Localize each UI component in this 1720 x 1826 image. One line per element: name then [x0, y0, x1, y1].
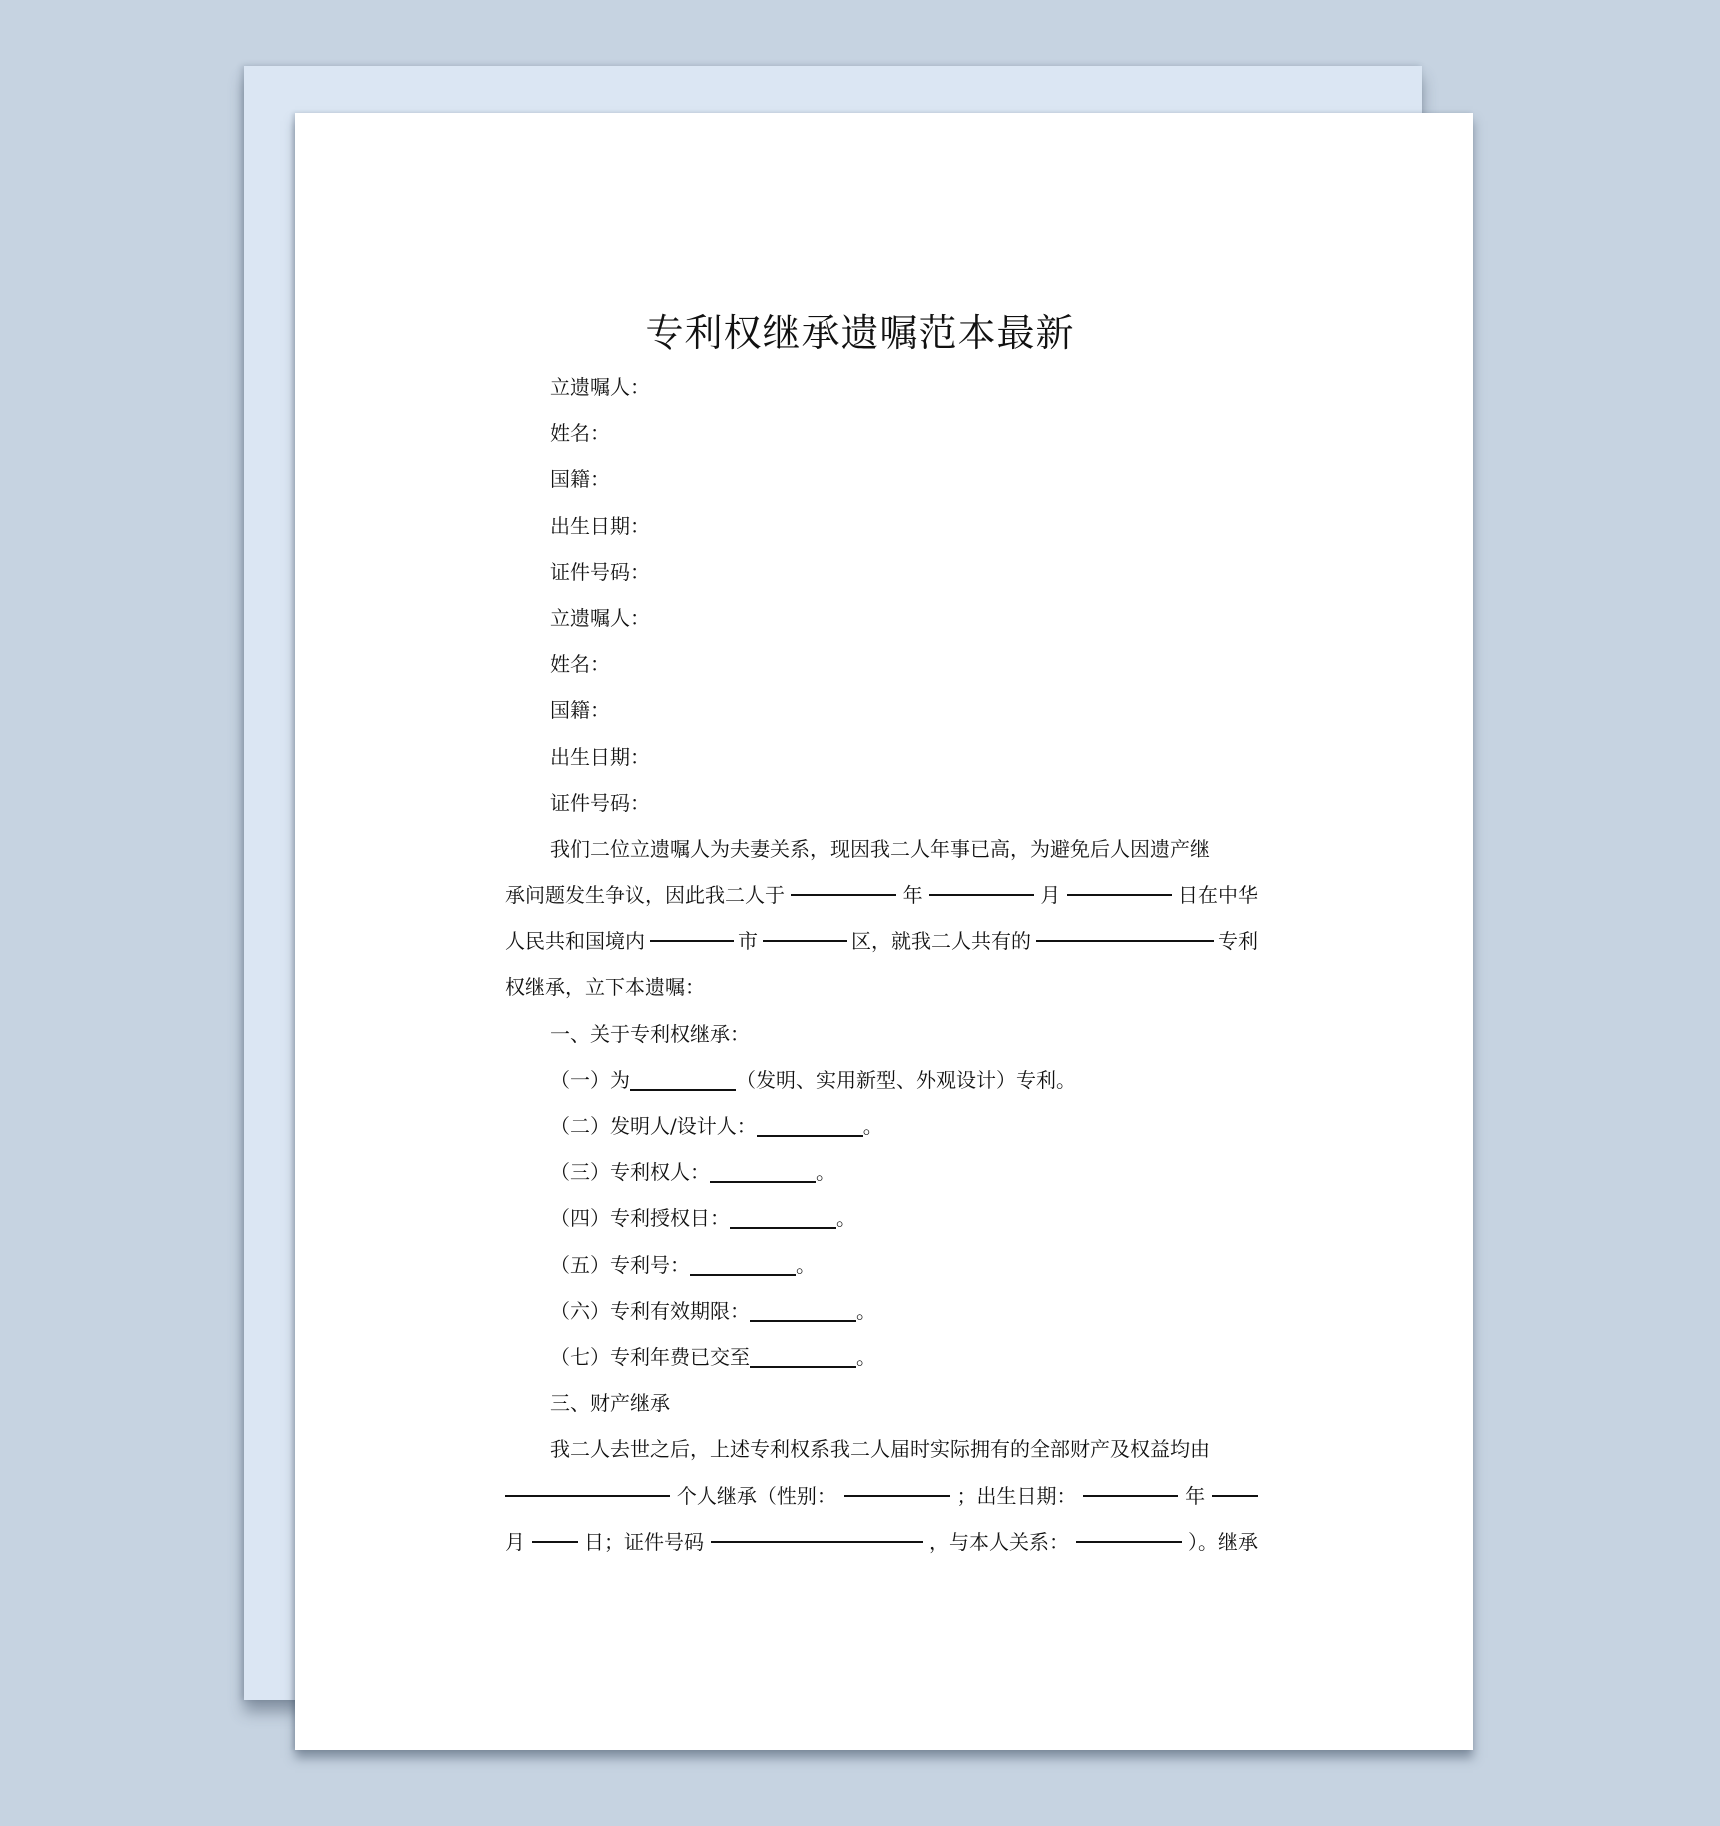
- section-1-item: [505, 1149, 1258, 1195]
- item-prefix: （六）专利有效期限：: [550, 1298, 750, 1323]
- item-suffix: 。: [856, 1344, 876, 1369]
- item-suffix: 。: [836, 1206, 856, 1231]
- day-blank[interactable]: [1067, 872, 1172, 896]
- birth-month-blank[interactable]: [1212, 1473, 1258, 1497]
- testator-2-name-label: 姓名：: [550, 652, 610, 677]
- intro-line-4: 权继承，立下本遗嘱：: [505, 975, 705, 1000]
- city-blank[interactable]: [650, 918, 734, 942]
- section-3-line-3: [505, 1519, 1258, 1565]
- gender-blank[interactable]: [844, 1473, 950, 1497]
- intro-text: 专利: [1218, 929, 1258, 954]
- annual-fee-blank[interactable]: [750, 1344, 856, 1368]
- section-1-item: [505, 1242, 1258, 1288]
- testator-1-id-label: 证件号码：: [550, 559, 650, 584]
- testator-1-heading: 立遗嘱人：: [550, 375, 650, 399]
- year-label: 年: [902, 883, 923, 908]
- item-prefix: （五）专利号：: [550, 1252, 690, 1277]
- heir-text: ，与本人关系：: [929, 1529, 1069, 1554]
- intro-text: 日在中华: [1177, 883, 1258, 908]
- year-label: 年: [1185, 1483, 1206, 1508]
- birth-day-blank[interactable]: [532, 1519, 578, 1543]
- testator-1-birthdate-label: 出生日期：: [550, 513, 650, 538]
- testator-2-heading: 立遗嘱人：: [550, 605, 650, 630]
- document-body: [505, 364, 1258, 1565]
- heir-text: ）。继承: [1188, 1529, 1258, 1554]
- testator-2-id-label: 证件号码：: [550, 790, 650, 815]
- item-suffix: 。: [796, 1252, 816, 1277]
- item-suffix: 。: [856, 1298, 876, 1323]
- testator-1-nationality-label: 国籍：: [550, 467, 610, 492]
- testator-2-birthdate-label: 出生日期：: [550, 744, 650, 769]
- patentee-blank[interactable]: [710, 1159, 816, 1183]
- testator-1-name-label: 姓名：: [550, 421, 610, 446]
- section-1-item: [505, 1288, 1258, 1334]
- month-label: 月: [505, 1529, 525, 1554]
- birth-year-blank[interactable]: [1083, 1473, 1178, 1497]
- item-prefix: （四）专利授权日：: [550, 1206, 730, 1231]
- item-suffix: 。: [862, 1114, 883, 1138]
- district-blank[interactable]: [763, 918, 847, 942]
- validity-blank[interactable]: [750, 1298, 856, 1322]
- patent-name-blank[interactable]: [1036, 918, 1214, 942]
- section-1-heading: 一、关于专利权继承：: [550, 1021, 750, 1046]
- item-suffix: （发明、实用新型、外观设计）专利。: [736, 1067, 1076, 1092]
- document-title: 专利权继承遗嘱范本最新: [645, 311, 1075, 355]
- intro-line-3: [505, 918, 1258, 964]
- heir-name-blank[interactable]: [505, 1473, 670, 1497]
- inventor-blank[interactable]: [757, 1113, 863, 1137]
- heir-text: 个人继承（性别：: [676, 1483, 837, 1508]
- month-label: 月: [1040, 883, 1061, 908]
- section-1-item: [505, 1057, 1258, 1103]
- item-prefix: （一）为: [550, 1067, 630, 1092]
- section-1-item: [505, 1195, 1258, 1241]
- section-3-heading: 三、财产继承: [550, 1391, 670, 1416]
- intro-text: 人民共和国境内: [505, 929, 645, 954]
- patent-type-blank[interactable]: [630, 1067, 736, 1091]
- relationship-blank[interactable]: [1076, 1519, 1182, 1543]
- heir-text: 日；证件号码: [584, 1529, 704, 1554]
- intro-text: 承问题发生争议，因此我二人于: [505, 883, 785, 908]
- patent-number-blank[interactable]: [690, 1252, 796, 1276]
- intro-line-1: 我们二位立遗嘱人为夫妻关系，现因我二人年事已高，为避免后人因遗产继: [550, 836, 1210, 861]
- section-1-item: [505, 1103, 1258, 1149]
- heir-text: ；出生日期：: [956, 1483, 1077, 1508]
- item-prefix: （三）专利权人：: [550, 1160, 710, 1185]
- item-prefix: （七）专利年费已交至: [550, 1344, 750, 1369]
- city-label: 市: [738, 929, 758, 954]
- id-number-blank[interactable]: [711, 1519, 923, 1543]
- intro-text: 区，就我二人共有的: [851, 929, 1031, 954]
- intro-line-2: [505, 872, 1258, 918]
- year-blank[interactable]: [791, 872, 896, 896]
- testator-2-nationality-label: 国籍：: [550, 698, 610, 723]
- section-3-line-1: 我二人去世之后，上述专利权系我二人届时实际拥有的全部财产及权益均由: [550, 1437, 1210, 1462]
- section-3-line-2: [505, 1473, 1258, 1519]
- section-1-item: [505, 1334, 1258, 1380]
- item-suffix: 。: [816, 1160, 836, 1185]
- grant-date-blank[interactable]: [730, 1205, 836, 1229]
- month-blank[interactable]: [929, 872, 1034, 896]
- item-prefix: （二）发明人/设计人：: [550, 1114, 757, 1138]
